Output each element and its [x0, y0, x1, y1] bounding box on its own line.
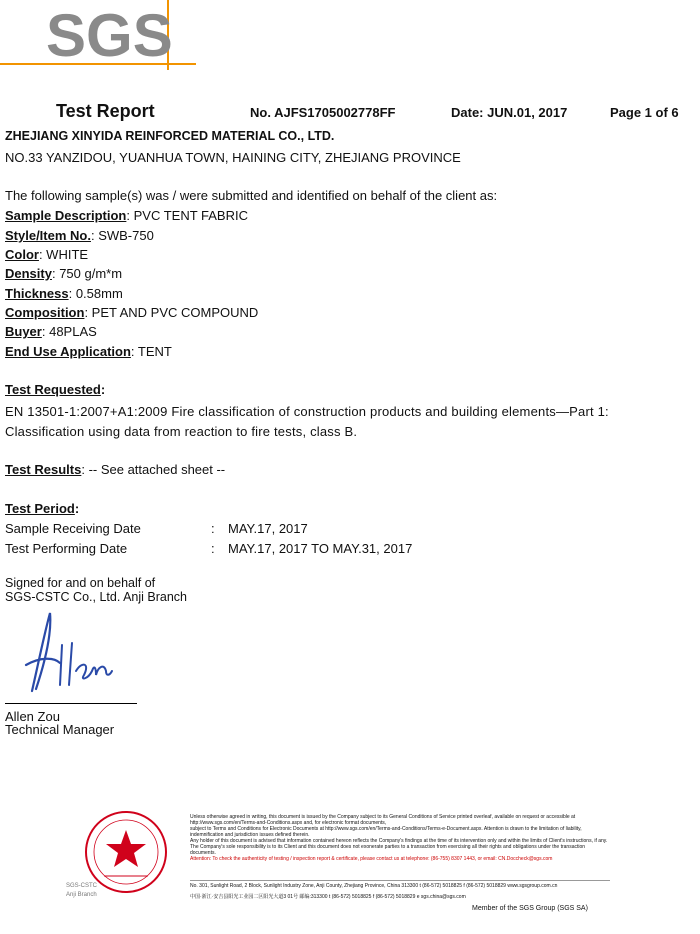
field-label: Density: [5, 266, 52, 281]
stamp-caption-2: Anji Branch: [66, 892, 97, 898]
disclaimer-line: Any holder of this document is advised that information contained hereon reflects the Company's findings at the time of its intervention only and within the limits of Client's instructions, if any.: [190, 838, 608, 844]
report-title: Test Report: [56, 101, 155, 121]
period-row-name: Sample Receiving Date: [5, 521, 141, 536]
signature-line: [5, 703, 137, 704]
sgs-logo-text: SGS: [46, 2, 173, 69]
sample-row: [5, 305, 258, 320]
sample-row: [5, 228, 154, 243]
period-row-sep: :: [211, 521, 215, 536]
test-requested-line: EN 13501-1:2007+A1:2009 Fire classification of construction products and building elements—Part 1:: [5, 404, 609, 419]
sgs-logo: [0, 0, 200, 72]
field-label: Composition: [5, 305, 85, 320]
period-row-name: Test Performing Date: [5, 541, 128, 556]
period-row-value: MAY.17, 2017 TO MAY.31, 2017: [228, 541, 413, 556]
sample-row: [5, 286, 123, 301]
disclaimer-line: Unless otherwise agreed in writing, this document is issued by the Company subject to its General Conditions of Service printed overleaf, available on request or accessible at http://www.sgs.com/en/Terms-and-Conditions.aspx and, for electronic format documents,: [190, 814, 576, 826]
section-value: : -- See attached sheet --: [81, 462, 226, 477]
signed-company-text: SGS-CSTC Co., Ltd. Anji Branch: [5, 590, 188, 604]
sample-row: [5, 208, 248, 223]
report-date: Date: JUN.01, 2017: [451, 105, 568, 120]
client-address: NO.33 YANZIDOU, YUANHUA TOWN, HAINING CITY, ZHEJIANG PROVINCE: [5, 150, 461, 165]
section-label: Test Period: [5, 501, 75, 516]
disclaimer-line: subject to Terms and Conditions for Electronic Documents at http://www.sgs.com/en/Terms-and-Conditions/Terms-e-Document.aspx. Attention is drawn to the limitation of liability, indemnification and jurisdiction issues defined therein.: [190, 826, 582, 838]
sample-row: [5, 324, 97, 339]
page-number: Page 1 of 6: [610, 105, 679, 120]
field-label: Style/Item No.: [5, 228, 91, 243]
disclaimer-attention: Attention: To check the authenticity of testing / inspection report & certificate, please contact us at telephone: (86-755) 8307 1443, or email: CN.Doccheck@sgs.com: [190, 856, 553, 862]
field-label: Thickness: [5, 286, 69, 301]
footer-member: Member of the SGS Group (SGS SA): [472, 905, 588, 912]
field-value: : 750 g/m*m: [51, 266, 123, 281]
period-row-value: MAY.17, 2017: [228, 521, 308, 536]
field-label: End Use Application: [5, 344, 131, 359]
section-colon: :: [74, 501, 80, 516]
signature: [14, 605, 124, 700]
field-label: Buyer: [5, 324, 42, 339]
signer-name: Allen Zou: [5, 709, 60, 724]
sample-row: [5, 344, 172, 359]
field-value: : SWB-750: [90, 228, 154, 243]
test-requested-heading: [5, 382, 105, 397]
test-requested-line: Classification using data from reaction to fire tests, class B.: [5, 424, 358, 439]
client-name: ZHEJIANG XINYIDA REINFORCED MATERIAL CO., LTD.: [5, 129, 335, 143]
field-value: : WHITE: [38, 247, 89, 262]
period-row-sep: :: [211, 541, 215, 556]
field-value: : 48PLAS: [41, 324, 97, 339]
field-value: : PET AND PVC COMPOUND: [84, 305, 259, 320]
stamp-caption: SGS-CSTC: [66, 883, 98, 889]
footer-address-cn: 中国·浙江·安吉县阳光工业园二区阳光大道3 01号 邮编:313300 t (86-572) 5018825 f (86-572) 5018829 e sgs.china@sgs.com: [190, 894, 466, 900]
report-number: No. AJFS1705002778FF: [250, 105, 396, 120]
footer-divider: [190, 880, 610, 881]
disclaimer-line: The Company's sole responsibility is to its Client and this document does not exonerate parties to a transaction from exercising all their rights and obligations under the transaction documents.: [190, 844, 586, 856]
test-period-heading: [5, 501, 79, 516]
section-label: Test Requested: [5, 382, 101, 397]
section-label: Test Results: [5, 462, 82, 477]
field-value: : TENT: [130, 344, 172, 359]
field-value: : PVC TENT FABRIC: [126, 208, 248, 223]
sample-row: [5, 266, 122, 281]
signer-title: Technical Manager: [5, 722, 115, 737]
field-label: Sample Description: [5, 208, 127, 223]
field-value: : 0.58mm: [68, 286, 123, 301]
sample-row: [5, 247, 88, 262]
section-colon: :: [100, 382, 106, 397]
footer-address-en: No. 301, Sunlight Road, 2 Block, Sunlight Industry Zone, Anji County, Zhejiang Province, China 313300 t (86-572) 5018825 f (86-572) 5018829 www.sgsgroup.com.cn: [190, 883, 558, 889]
signed-for-text: Signed for and on behalf of: [5, 576, 156, 590]
test-results: [5, 462, 225, 477]
footer-disclaimer: [190, 814, 610, 862]
field-label: Color: [5, 247, 39, 262]
intro-text: The following sample(s) was / were submitted and identified on behalf of the client as:: [5, 188, 498, 203]
